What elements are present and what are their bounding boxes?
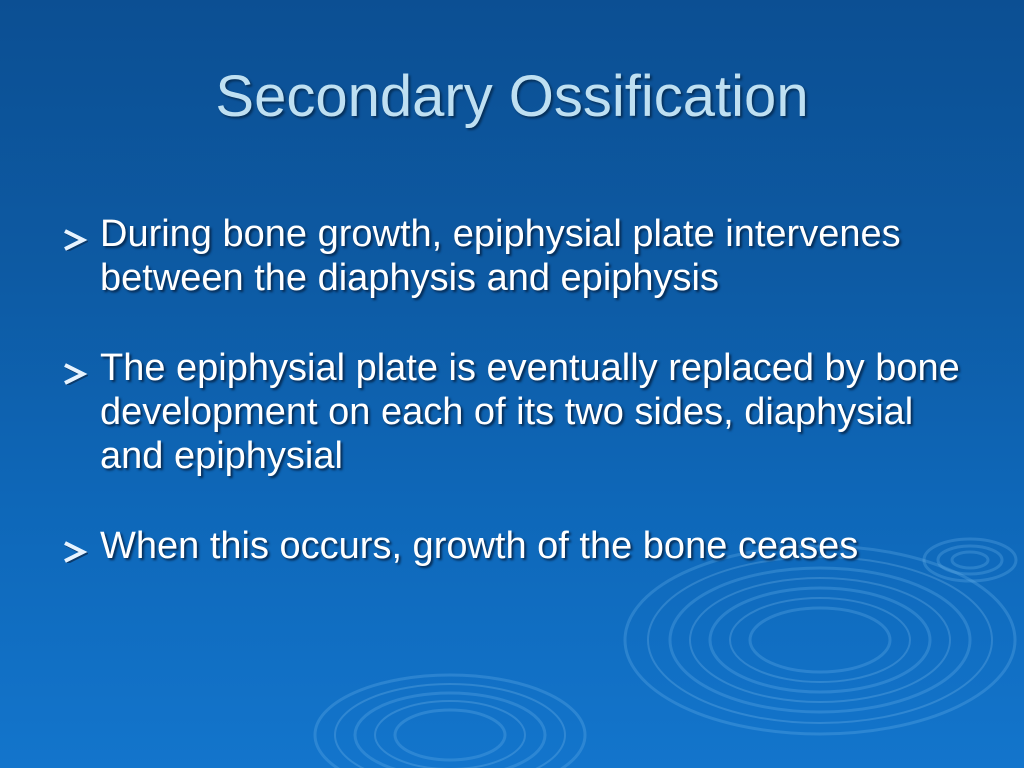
bullet-text: When this occurs, growth of the bone ceases [100,525,859,567]
bullet-list [62,212,982,614]
bullet-text: During bone growth, epiphysial plate intervenes between the diaphysis and epiphysis [100,213,901,299]
bullet-item [62,212,982,300]
bullet-item [62,346,982,478]
arrow-bullet-icon [62,229,88,251]
bullet-item [62,524,982,568]
slide-title: Secondary Ossification [215,64,809,129]
bullet-text: The epiphysial plate is eventually replaced by bone development on each of its two sides, diaphysial and epiphysial [100,347,960,477]
arrow-bullet-icon [62,541,88,563]
arrow-bullet-icon [62,363,88,385]
